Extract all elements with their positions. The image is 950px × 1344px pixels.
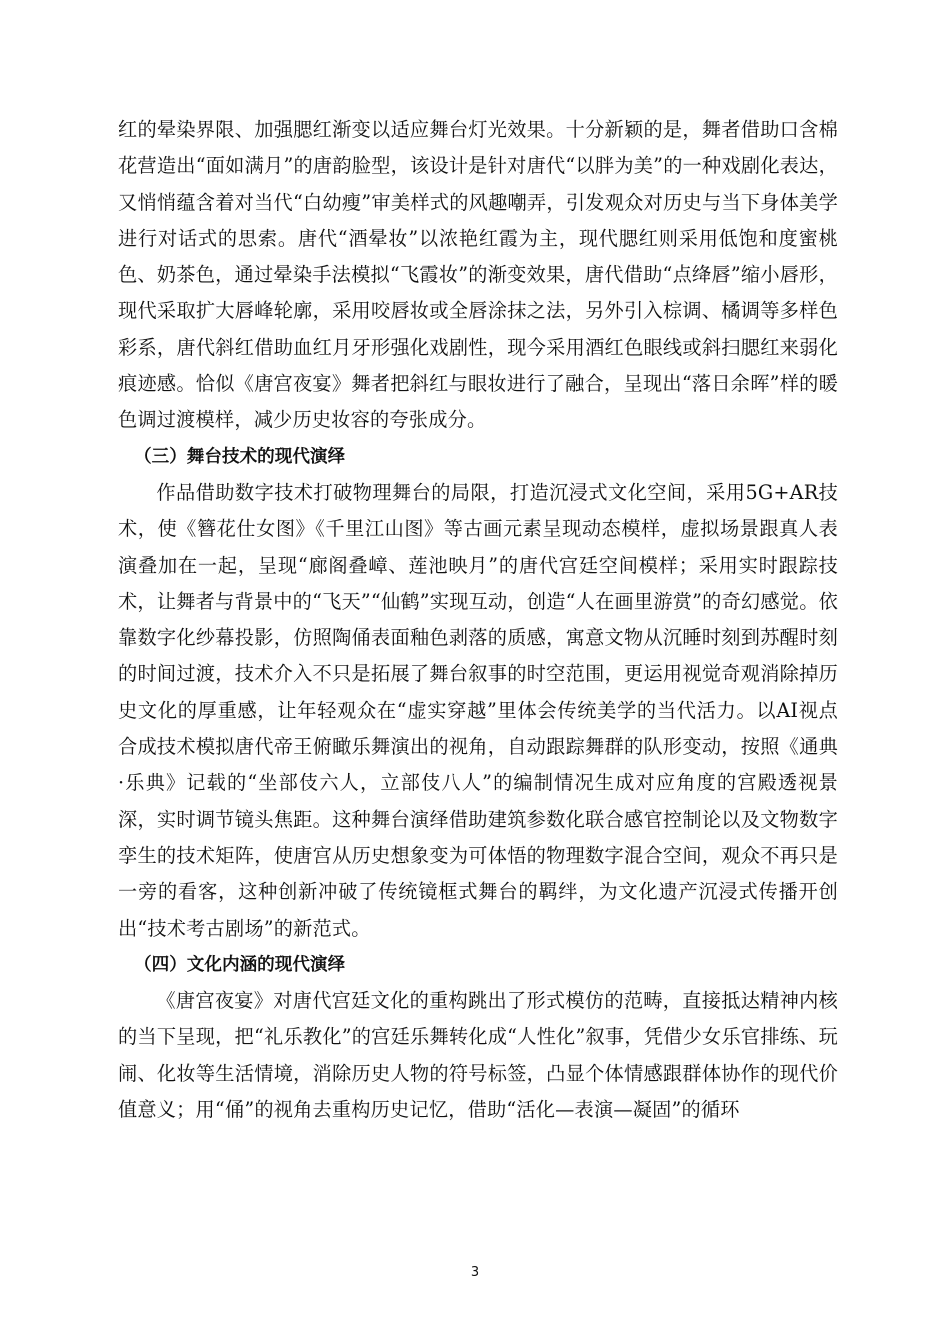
paragraph-makeup-continued: 红的晕染界限、加强腮红渐变以适应舞台灯光效果。十分新颖的是，舞者借助口含棉花营造出“面如满月”的唐韵脸型，该设计是针对唐代“以胖为美”的一种戏剧化表达，又悄悄蕴含着对当代“白幼瘦”审美样式的风趣嘲弄，引发观众对历史与当下身体美学进行对话式的思索。唐代“酒晕妆”以浓艳红霞为主，现代腮红则采用低饱和度蜜桃色、奶茶色，通过晕染手法模拟“飞霞妆”的渐变效果，唐代借助“点绛唇”缩小唇形，现代采取扩大唇峰轮廓，采用咬唇妆或全唇涂抹之法，另外引入棕调、橘调等多样色彩系，唐代斜红借助血红月牙形强化戏剧性，现今采用酒红色眼线或斜扫腮红来弱化痕迹感。恰似《唐宫夜宴》舞者把斜红与眼妆进行了融合，呈现出“落日余晖”样的暖色调过渡模样，减少历史妆容的夸张成分。 [118, 118, 838, 432]
section-heading-cultural-connotation: （四）文化内涵的现代演绎 [134, 954, 346, 975]
paragraph-stage-technology: 作品借助数字技术打破物理舞台的局限，打造沉浸式文化空间，采用5G+AR技术，使《簪花仕女图》《千里江山图》等古画元素呈现动态模样，虚拟场景跟真人表演叠加在一起，呈现“廊阁叠嶂、莲池映月”的唐代宫廷空间模样；采用实时跟踪技术，让舞者与背景中的“飞天”“仙鹤”实现互动，创造“人在画里游赏”的奇幻感觉。依靠数字化纱幕投影，仿照陶俑表面釉色剥落的质感，寓意文物从沉睡时刻到苏醒时刻的时间过渡，技术介入不只是拓展了舞台叙事的时空范围，更运用视觉奇观消除掉历史文化的厚重感，让年轻观众在“虚实穿越”里体会传统美学的当代活力。以AI视点合成技术模拟唐代帝王俯瞰乐舞演出的视角，自动跟踪舞群的队形变动，按照《通典·乐典》记载的“坐部伎六人，立部伎八人”的编制情况生成对应角度的宫殿透视景深，实时调节镜头焦距。这种舞台演绎借助建筑参数化联合感官控制论以及文物数字孪生的技术矩阵，使唐宫从历史想象变为可体悟的物理数字混合空间，观众不再只是一旁的看客，这种创新冲破了传统镜框式舞台的羁绊，为文化遗产沉浸式传播开创出“技术考古剧场”的新范式。 [118, 480, 838, 940]
section-heading-stage-technology: （三）舞台技术的现代演绎 [134, 446, 346, 467]
document-body [118, 112, 838, 1128]
page-number: 3 [470, 1265, 480, 1280]
paragraph-cultural-connotation: 《唐宫夜宴》对唐代宫廷文化的重构跳出了形式模仿的范畴，直接抵达精神内核的当下呈现，把“礼乐教化”的宫廷乐舞转化成“人性化”叙事，凭借少女乐官排练、玩闹、化妆等生活情境，消除历史人物的符号标签，凸显个体情感跟群体协作的现代价值意义；用“俑”的视角去重构历史记忆，借助“活化—表演—凝固”的循环 [118, 989, 838, 1122]
